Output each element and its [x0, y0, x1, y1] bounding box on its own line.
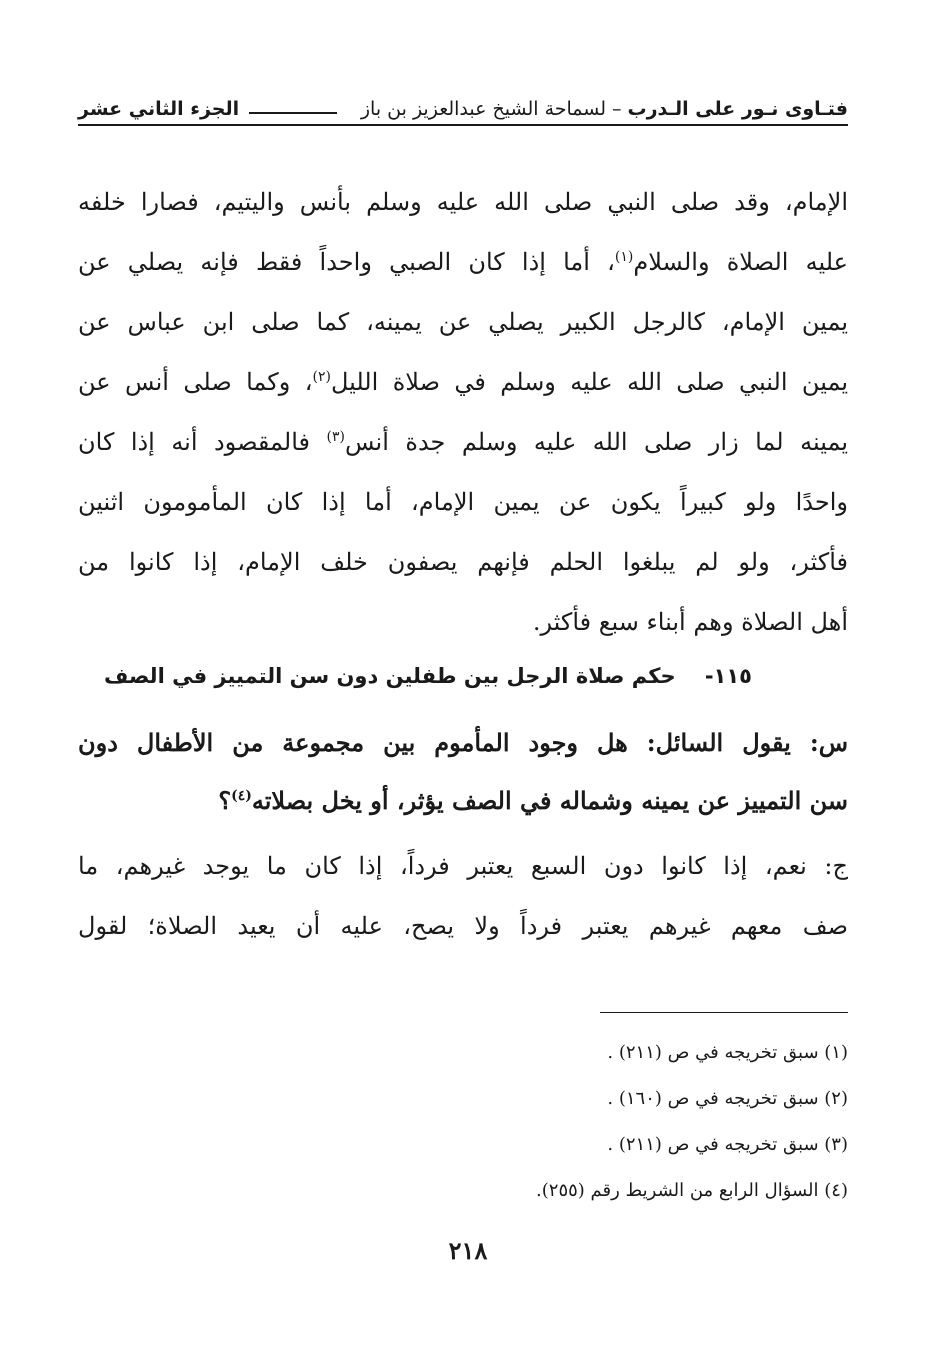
body-line: [78, 412, 848, 472]
answer-block: [78, 836, 848, 956]
answer-line: صف معهم غيرهم يعتبر فرداً ولا يصح، عليه أن يعيد الصلاة؛ لقول: [78, 912, 848, 940]
header-author: لسماحة الشيخ عبدالعزيز بن باز: [360, 98, 607, 120]
footnote-rule: [600, 1012, 848, 1013]
question-line: [78, 772, 848, 830]
section-title: حكم صلاة الرجل بين طفلين دون سن التمييز في الصف: [103, 664, 676, 688]
footnote-ref: (٤): [231, 788, 252, 804]
body-line-text: واحدًا ولو كبيراً يكون عن يمين الإمام، أما إذا كان المأمومون اثنين: [78, 488, 848, 516]
body-line-text: يمين الإمام، كالرجل الكبير يصلي عن يمينه، كما صلى ابن عباس عن: [78, 308, 848, 336]
footnote-ref: (١): [614, 249, 634, 265]
question-line-text: سن التمييز عن يمينه وشماله في الصف يؤثر، أو يخل بصلاته: [251, 786, 848, 815]
question-line: س: يقول السائل: هل وجود المأموم بين مجموعة من الأطفال دون: [78, 728, 848, 757]
body-line-text: ، وكما صلى أنس عن: [78, 368, 313, 396]
running-header: [78, 84, 848, 120]
answer-line: ج: نعم، إذا كانوا دون السبع يعتبر فرداً، إذا كان ما يوجد غيرهم، ما: [78, 852, 848, 880]
body-line-text: أهل الصلاة وهم أبناء سبع فأكثر.: [532, 608, 848, 636]
header-book-title: فتـاوى نـور على الـدرب: [627, 98, 848, 120]
footnote-ref: (٣): [326, 429, 345, 445]
body-line-text: يمين النبي صلى الله عليه وسلم في صلاة الليل: [330, 368, 848, 396]
footnote-ref: (٢): [312, 369, 331, 385]
footnote-item: (٤) السؤال الرابع من الشريط رقم (٢٥٥).: [536, 1180, 848, 1201]
footnote-item: (٣) سبق تخريجه في ص (٢١١) .: [607, 1134, 848, 1155]
footnotes: [78, 1030, 848, 1214]
body-line: [78, 232, 848, 292]
body-line: [78, 472, 848, 532]
body-line-text: يمينه لما زار صلى الله عليه وسلم جدة أنس: [344, 428, 848, 456]
body-line-text: فالمقصود أنه إذا كان: [78, 428, 327, 456]
section-number: ١١٥-: [704, 664, 752, 688]
body-line: [78, 532, 848, 592]
body-line: [78, 592, 848, 652]
body-line-text: فأكثر، ولو لم يبلغوا الحلم فإنهم يصفون خلف الإمام، إذا كانوا من: [78, 548, 848, 576]
body-line-text: ، أما إذا كان الصبي واحداً فقط فإنه يصلي عن: [78, 248, 615, 276]
header-dash-rule: [249, 112, 337, 114]
footnote-item: (١) سبق تخريجه في ص (٢١١) .: [607, 1042, 848, 1063]
header-title-group: [361, 98, 848, 120]
body-paragraph: [78, 172, 848, 652]
body-line: [78, 292, 848, 352]
question-mark: ؟: [218, 786, 232, 815]
body-line: [78, 352, 848, 412]
header-rule: [78, 124, 848, 126]
body-line-text: عليه الصلاة والسلام: [633, 248, 848, 276]
footnote-item: (٢) سبق تخريجه في ص (١٦٠) .: [607, 1088, 848, 1109]
question-block: [78, 714, 848, 830]
body-line-text: الإمام، وقد صلى النبي صلى الله عليه وسلم بأنس واليتيم، فصارا خلفه: [78, 188, 848, 216]
header-volume-group: [78, 98, 347, 120]
header-separator: –: [612, 98, 622, 120]
section-heading: [78, 656, 778, 696]
header-volume: الجزء الثاني عشر: [78, 98, 240, 120]
page-number: ٢١٨: [448, 1236, 488, 1265]
body-line: [78, 172, 848, 232]
